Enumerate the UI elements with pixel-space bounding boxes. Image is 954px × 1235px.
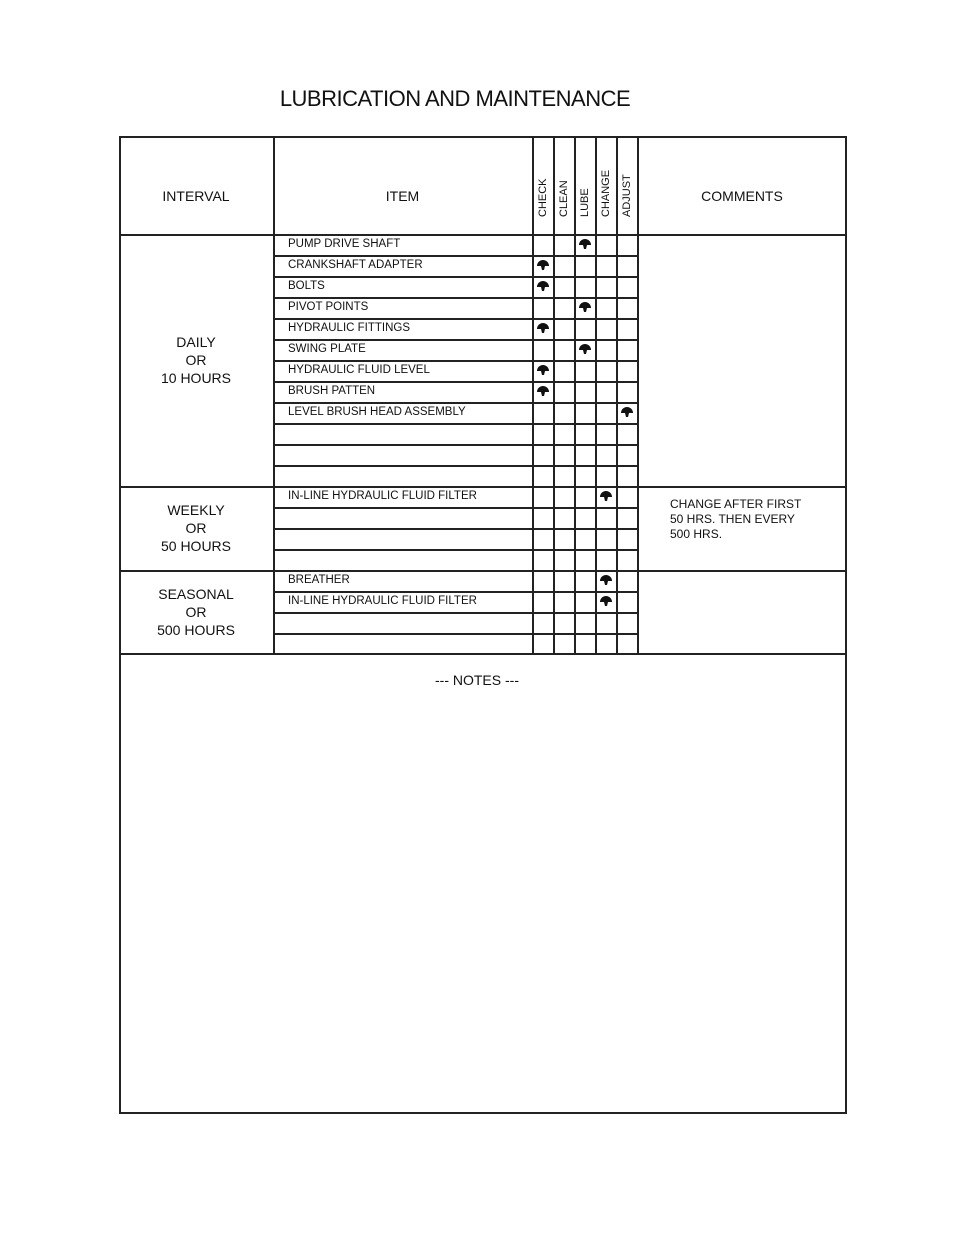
grease-fitting-icon — [578, 237, 592, 251]
grease-fitting-icon — [620, 405, 634, 419]
header-clean: CLEAN — [558, 180, 570, 217]
header-item: ITEM — [385, 188, 420, 204]
column-divider — [574, 136, 576, 653]
item-label: HYDRAULIC FLUID LEVEL — [288, 364, 430, 376]
group-divider — [119, 486, 847, 488]
row-divider — [273, 402, 637, 404]
header-check: CHECK — [537, 178, 549, 217]
row-divider — [273, 444, 637, 446]
grease-fitting-icon — [536, 321, 550, 335]
row-divider — [273, 591, 637, 593]
interval-label — [119, 333, 273, 387]
item-label: LEVEL BRUSH HEAD ASSEMBLY — [288, 406, 466, 418]
row-divider — [273, 360, 637, 362]
comment-line: 500 HRS. — [670, 527, 723, 541]
header-adjust: ADJUST — [621, 174, 633, 217]
comment-line: 50 HRS. THEN EVERY — [670, 512, 795, 526]
item-label: IN-LINE HYDRAULIC FLUID FILTER — [288, 490, 477, 502]
header-divider — [119, 234, 847, 236]
group-divider — [119, 570, 847, 572]
item-label: BREATHER — [288, 574, 350, 586]
page-title: LUBRICATION AND MAINTENANCE — [279, 86, 631, 111]
interval-line: DAILY — [176, 334, 216, 350]
row-divider — [273, 255, 637, 257]
column-divider — [553, 136, 555, 653]
header-interval: INTERVAL — [162, 188, 230, 204]
item-label: IN-LINE HYDRAULIC FLUID FILTER — [288, 595, 477, 607]
interval-line: OR — [185, 604, 207, 620]
row-divider — [273, 318, 637, 320]
grease-fitting-icon — [536, 384, 550, 398]
row-divider — [273, 633, 637, 635]
grease-fitting-icon — [536, 279, 550, 293]
column-divider — [637, 136, 639, 653]
comment-text — [670, 497, 801, 542]
row-divider — [273, 549, 637, 551]
grease-fitting-icon — [599, 594, 613, 608]
item-label: HYDRAULIC FITTINGS — [288, 322, 411, 334]
row-divider — [273, 465, 637, 467]
row-divider — [273, 528, 637, 530]
grease-fitting-icon — [536, 258, 550, 272]
item-label: PIVOT POINTS — [288, 301, 369, 313]
row-divider — [273, 423, 637, 425]
grease-fitting-icon — [536, 363, 550, 377]
grease-fitting-icon — [599, 573, 613, 587]
column-divider — [595, 136, 597, 653]
interval-label — [119, 585, 273, 639]
interval-line: 50 HOURS — [160, 538, 232, 554]
grease-fitting-icon — [599, 489, 613, 503]
item-label: PUMP DRIVE SHAFT — [288, 238, 401, 250]
item-label: SWING PLATE — [288, 343, 366, 355]
row-divider — [273, 297, 637, 299]
interval-line: SEASONAL — [158, 586, 234, 602]
row-divider — [273, 507, 637, 509]
row-divider — [273, 276, 637, 278]
column-divider — [616, 136, 618, 653]
header-lube: LUBE — [579, 188, 591, 217]
item-label: BRUSH PATTEN — [288, 385, 376, 397]
column-divider — [532, 136, 534, 653]
header-change: CHANGE — [600, 169, 612, 217]
row-divider — [273, 381, 637, 383]
item-label: CRANKSHAFT ADAPTER — [288, 259, 423, 271]
grease-fitting-icon — [578, 300, 592, 314]
interval-line: OR — [185, 352, 207, 368]
interval-label — [119, 501, 273, 555]
interval-line: OR — [185, 520, 207, 536]
interval-line: 500 HOURS — [157, 622, 235, 638]
row-divider — [273, 339, 637, 341]
row-divider — [273, 612, 637, 614]
header-comments: COMMENTS — [701, 188, 783, 204]
notes-heading: --- NOTES --- — [435, 672, 519, 688]
notes-divider — [119, 653, 847, 655]
column-divider — [273, 136, 275, 653]
interval-line: 10 HOURS — [160, 370, 232, 386]
item-label: BOLTS — [288, 280, 325, 292]
comment-line: CHANGE AFTER FIRST — [670, 497, 802, 511]
interval-line: WEEKLY — [167, 502, 225, 518]
grease-fitting-icon — [578, 342, 592, 356]
